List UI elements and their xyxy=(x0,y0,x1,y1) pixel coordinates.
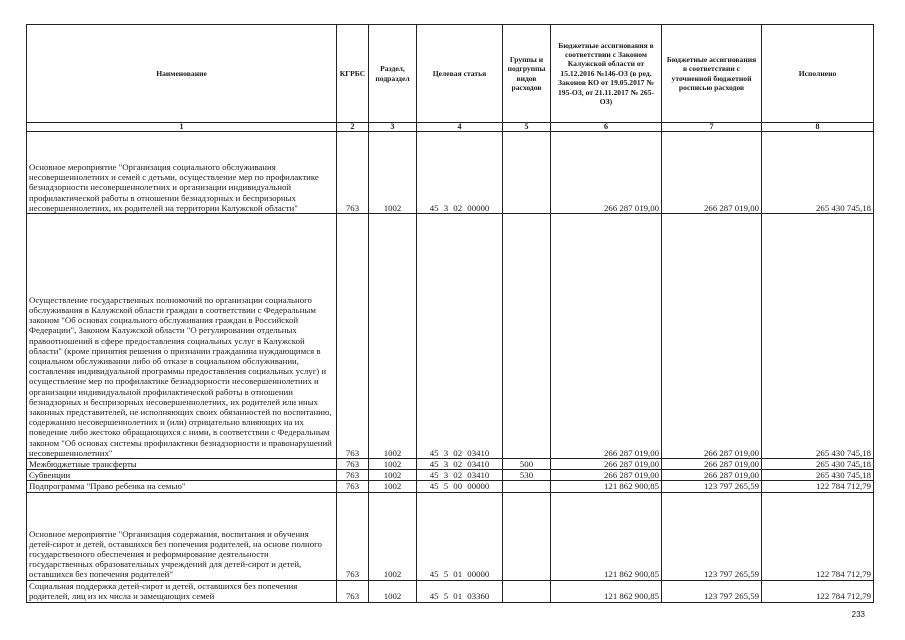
row-name: Межбюджетные трансферты xyxy=(27,459,337,470)
row-name: Субвенции xyxy=(27,470,337,481)
row-law-appropriations: 266 287 019,00 xyxy=(551,470,662,481)
header-law-appropriations: Бюджетные ассигнования в соответствии с Законом Калужской области от 15.12.2016 №146-ОЗ (в ред. Законов КО от 19.05.2017 № 195-ОЗ, от 21.11.2017 № 265-ОЗ) xyxy=(551,25,662,123)
row-tselevaya-statya: 45 3 02 03410 xyxy=(417,214,503,459)
row-executed: 265 430 745,18 xyxy=(762,214,874,459)
row-vid-raskhodov: 530 xyxy=(503,470,551,481)
row-law-appropriations: 121 862 900,85 xyxy=(551,580,662,602)
table-body xyxy=(27,132,874,603)
header-vid-raskhodov: Группы и подгруппы видов расходов xyxy=(503,25,551,123)
budget-table xyxy=(26,24,874,603)
row-law-appropriations: 121 862 900,85 xyxy=(551,492,662,580)
header-kgrbs: КГРБС xyxy=(337,25,369,123)
header-executed: Исполнено xyxy=(762,25,874,123)
table-row xyxy=(27,492,874,580)
column-number: 3 xyxy=(369,123,417,132)
row-name: Основное мероприятие "Организация социального обслуживания несовершеннолетних и семей с детьми, осуществление мер по профилактике безнадзорности несовершеннолетних и организации индивидуальной профилактической работы в отношении безнадзорных и беспризорных несовершеннолетних, их родителей на территории Калужской области" xyxy=(27,132,337,214)
row-revised-appropriations: 123 797 265,59 xyxy=(662,481,762,492)
row-executed: 265 430 745,18 xyxy=(762,470,874,481)
row-vid-raskhodov xyxy=(503,481,551,492)
row-executed: 265 430 745,18 xyxy=(762,459,874,470)
row-razdel: 1002 xyxy=(369,492,417,580)
table-row xyxy=(27,481,874,492)
row-executed: 122 784 712,79 xyxy=(762,481,874,492)
row-razdel: 1002 xyxy=(369,470,417,481)
row-vid-raskhodov xyxy=(503,132,551,214)
row-revised-appropriations: 266 287 019,00 xyxy=(662,470,762,481)
row-razdel: 1002 xyxy=(369,214,417,459)
column-number: 6 xyxy=(551,123,662,132)
budget-document xyxy=(26,24,873,603)
row-revised-appropriations: 266 287 019,00 xyxy=(662,459,762,470)
row-name: Осуществление государственных полномочий по организации социального обслуживания в Калужской области граждан в соответствии с Федеральным законом "Об основах социального обслуживания граждан в Российской Федерации", Законом Калужской области "О регулировании отдельных правоотношений в сфере предоставления социальных услуг в Калужской области" (кроме принятия решения о признании гражданина нуждающимся в социальном обслуживании либо об отказе в социальном обслуживании, составления индивидуальной программы предоставления социальных услуг) и осуществление мер по профилактике безнадзорности несовершеннолетних и организации индивидуальной профилактической работы в отношении безнадзорных и беспризорных несовершеннолетних, их родителей или иных законных представителей, не исполняющих своих обязанностей по воспитанию, содержанию несовершеннолетних и (или) отрицательно влияющих на их поведение либо жестоко обращающихся с ними, в соответствии с Федеральным законом "Об основах системы профилактики безнадзорности и правонарушений несовершеннолетних" xyxy=(27,214,337,459)
row-name: Социальная поддержка детей-сирот и детей, оставшихся без попечения родителей, лиц из их числа и замещающих семей xyxy=(27,580,337,602)
row-tselevaya-statya: 45 5 01 00000 xyxy=(417,492,503,580)
table-row xyxy=(27,580,874,602)
column-number: 7 xyxy=(662,123,762,132)
row-executed: 265 430 745,18 xyxy=(762,132,874,214)
row-kgrbs: 763 xyxy=(337,214,369,459)
column-number: 4 xyxy=(417,123,503,132)
table-row xyxy=(27,132,874,214)
table-row xyxy=(27,459,874,470)
column-number: 1 xyxy=(27,123,337,132)
row-kgrbs: 763 xyxy=(337,492,369,580)
row-revised-appropriations: 123 797 265,59 xyxy=(662,492,762,580)
row-executed: 122 784 712,79 xyxy=(762,492,874,580)
row-kgrbs: 763 xyxy=(337,459,369,470)
column-number-row xyxy=(27,123,874,132)
header-razdel: Раздел, подраздел xyxy=(369,25,417,123)
row-law-appropriations: 266 287 019,00 xyxy=(551,459,662,470)
row-revised-appropriations: 123 797 265,59 xyxy=(662,580,762,602)
row-vid-raskhodov: 500 xyxy=(503,459,551,470)
row-name: Подпрограмма "Право ребенка на семью" xyxy=(27,481,337,492)
row-razdel: 1002 xyxy=(369,132,417,214)
row-kgrbs: 763 xyxy=(337,580,369,602)
row-vid-raskhodov xyxy=(503,580,551,602)
row-razdel: 1002 xyxy=(369,459,417,470)
column-number: 8 xyxy=(762,123,874,132)
row-tselevaya-statya: 45 5 01 03360 xyxy=(417,580,503,602)
row-name: Основное мероприятие "Организация содержания, воспитания и обучения детей-сирот и детей, оставшихся без попечения родителей, на основе полного государственного обеспечения и реформирование деятельности государственных образовательных учреждений для детей-сирот и детей, оставшихся без попечения родителей" xyxy=(27,492,337,580)
row-razdel: 1002 xyxy=(369,481,417,492)
page-number: 233 xyxy=(851,610,865,619)
table-row xyxy=(27,214,874,459)
row-razdel: 1002 xyxy=(369,580,417,602)
row-executed: 122 784 712,79 xyxy=(762,580,874,602)
row-revised-appropriations: 266 287 019,00 xyxy=(662,132,762,214)
row-tselevaya-statya: 45 3 02 03410 xyxy=(417,459,503,470)
row-vid-raskhodov xyxy=(503,492,551,580)
row-tselevaya-statya: 45 5 00 00000 xyxy=(417,481,503,492)
table-row xyxy=(27,470,874,481)
row-kgrbs: 763 xyxy=(337,481,369,492)
row-vid-raskhodov xyxy=(503,214,551,459)
row-tselevaya-statya: 45 3 02 00000 xyxy=(417,132,503,214)
row-law-appropriations: 121 862 900,85 xyxy=(551,481,662,492)
header-tselevaya-statya: Целевая статья xyxy=(417,25,503,123)
header-revised-appropriations: Бюджетные ассигнования в соответствии с уточненной бюджетной росписью расходов xyxy=(662,25,762,123)
header-name: Наименование xyxy=(27,25,337,123)
row-law-appropriations: 266 287 019,00 xyxy=(551,132,662,214)
row-tselevaya-statya: 45 3 02 03410 xyxy=(417,470,503,481)
row-kgrbs: 763 xyxy=(337,132,369,214)
row-kgrbs: 763 xyxy=(337,470,369,481)
header-row xyxy=(27,25,874,123)
row-revised-appropriations: 266 287 019,00 xyxy=(662,214,762,459)
row-law-appropriations: 266 287 019,00 xyxy=(551,214,662,459)
column-number: 2 xyxy=(337,123,369,132)
column-number: 5 xyxy=(503,123,551,132)
